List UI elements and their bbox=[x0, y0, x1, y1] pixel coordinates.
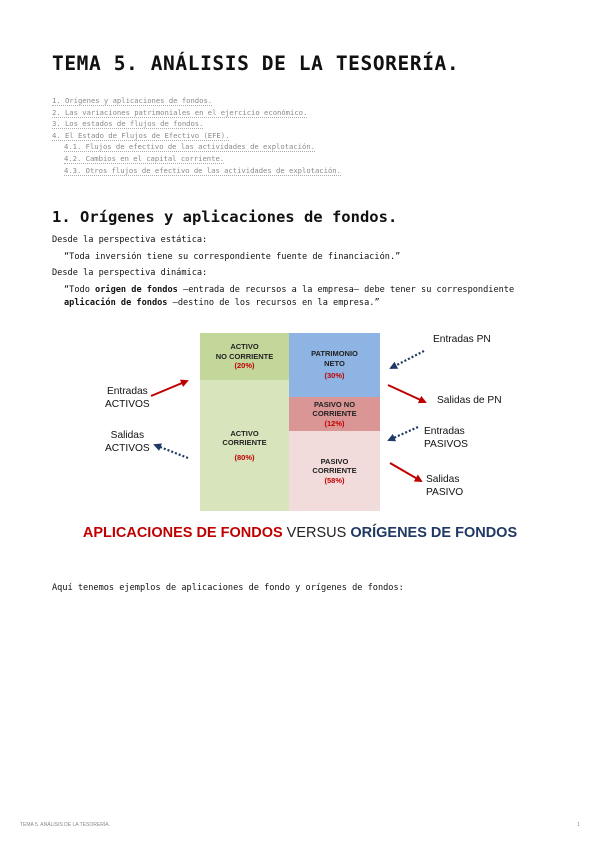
page-title: TEMA 5. ANÁLISIS DE LA TESORERÍA. bbox=[52, 52, 460, 75]
arrow-salidas-pn bbox=[388, 385, 425, 402]
table-of-contents bbox=[52, 95, 341, 176]
toc-link-2[interactable]: 2. Las variaciones patrimoniales en el ejercicio económico. bbox=[52, 107, 308, 117]
toc-link-4-2[interactable]: 4.2. Cambios en el capital corriente. bbox=[64, 153, 225, 163]
label-entradas-pn: Entradas PN bbox=[433, 334, 491, 345]
arrow-salidas-pasivo bbox=[390, 463, 421, 481]
toc-link-4[interactable]: 4. El Estado de Flujos de Efectivo (EFE). bbox=[52, 130, 230, 140]
activo-no-corriente-block: ACTIVO NO CORRIENTE (20%) bbox=[200, 333, 289, 380]
pasivo-corriente-block: PASIVO CORRIENTE (58%) bbox=[289, 431, 380, 511]
label-salidas-activos: Salidas ACTIVOS bbox=[105, 430, 150, 454]
label-salidas-pasivo: Salidas PASIVO bbox=[426, 474, 464, 498]
static-quote: “Toda inversión tiene su correspondiente fuente de financiación.” bbox=[64, 252, 401, 262]
page-footer: TEMA 5. ANÁLISIS DE LA TESORERÍA. bbox=[20, 822, 110, 828]
patrimonio-neto-block: PATRIMONIO NETO (30%) bbox=[289, 333, 380, 397]
examples-text: Aquí tenemos ejemplos de aplicaciones de fondo y orígenes de fondos: bbox=[52, 583, 404, 593]
page-number: 1 bbox=[577, 822, 580, 828]
section-heading: 1. Orígenes y aplicaciones de fondos. bbox=[52, 208, 398, 226]
arrow-salidas-activos bbox=[155, 445, 188, 458]
toc-link-4-1[interactable]: 4.1. Flujos de efectivo de las actividades de explotación. bbox=[64, 142, 315, 152]
activo-corriente-block: ACTIVO CORRIENTE (80%) bbox=[200, 380, 289, 511]
label-salidas-pn: Salidas de PN bbox=[437, 395, 502, 406]
label-entradas-activos: Entradas ACTIVOS bbox=[105, 386, 150, 410]
toc-link-3[interactable]: 3. Los estados de flujos de fondos. bbox=[52, 119, 204, 129]
static-intro: Desde la perspectiva estática: bbox=[52, 235, 208, 245]
label-entradas-pasivos: Entradas PASIVOS bbox=[424, 426, 468, 450]
diagram-caption: APLICACIONES DE FONDOS VERSUS ORÍGENES DE FONDOS bbox=[82, 525, 518, 541]
dynamic-quote: “Todo origen de fondos —entrada de recursos a la empresa— debe tener su correspondiente aplicación de fondos —destino de los recursos en la empresa.” bbox=[64, 285, 515, 308]
toc-link-4-3[interactable]: 4.3. Otros flujos de efectivo de las actividades de explotación. bbox=[64, 165, 341, 175]
pasivo-no-corriente-block: PASIVO NO CORRIENTE (12%) bbox=[289, 397, 380, 431]
toc-link-1[interactable]: 1. Orígenes y aplicaciones de fondos. bbox=[52, 96, 213, 105]
arrow-entradas-activos bbox=[151, 381, 187, 396]
dynamic-intro: Desde la perspectiva dinámica: bbox=[52, 268, 208, 278]
arrow-entradas-pn bbox=[391, 351, 424, 368]
arrow-entradas-pasivos bbox=[389, 427, 418, 440]
